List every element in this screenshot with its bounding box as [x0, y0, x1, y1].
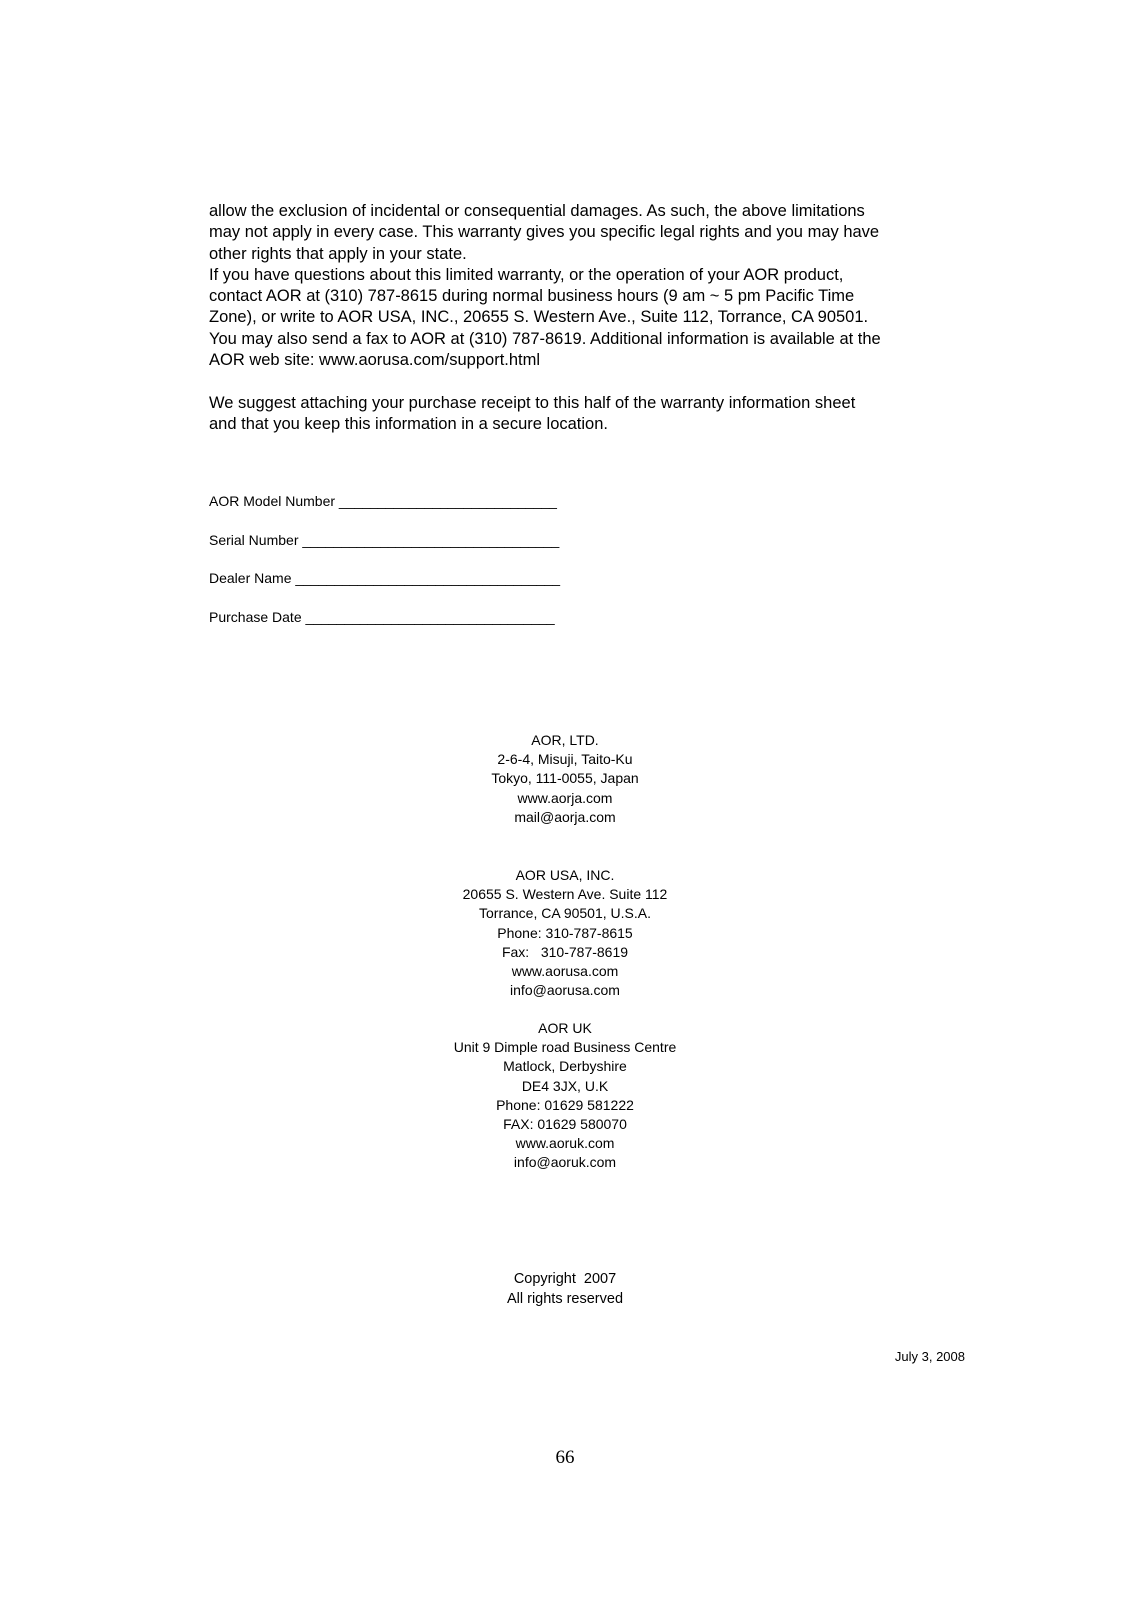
address-line: 20655 S. Western Ave. Suite 112 [462, 886, 668, 903]
address-line: 2-6-4, Misuji, Taito-Ku [497, 751, 633, 768]
paragraph-line: other rights that apply in your state. [209, 244, 467, 263]
address-line: Torrance, CA 90501, U.S.A. [479, 905, 651, 922]
copyright-notice [415, 1269, 715, 1309]
address-aor-usa [365, 866, 765, 1000]
paragraph-line: contact AOR at (310) 787-8615 during normal business hours (9 am ~ 5 pm Pacific Time [209, 287, 855, 306]
rights-line: All rights reserved [506, 1291, 624, 1307]
paragraph-line: AOR web site: www.aorusa.com/support.html [209, 351, 541, 370]
paragraph-line: If you have questions about this limited warranty, or the operation of your AOR product, [209, 265, 844, 284]
address-line: Matlock, Derbyshire [503, 1058, 627, 1075]
website: www.aoruk.com [515, 1135, 615, 1152]
paragraph-line: Zone), or write to AOR USA, INC., 20655 S. Western Ave., Suite 112, Torrance, CA 90501. [209, 308, 869, 327]
receipt-paragraph [209, 393, 979, 436]
address-aor-japan [365, 731, 765, 827]
dealer-name-field: Dealer Name __________________________________ [209, 570, 561, 586]
model-number-field: AOR Model Number ____________________________ [209, 493, 557, 509]
address-line: Tokyo, 111-0055, Japan [491, 770, 639, 787]
email: info@aorusa.com [510, 982, 620, 999]
fax: Fax: 310-787-8619 [501, 943, 629, 960]
paragraph-line: We suggest attaching your purchase receipt to this half of the warranty information sheet [209, 394, 856, 412]
paragraph-line: may not apply in every case. This warranty gives you specific legal rights and you may have [209, 223, 880, 242]
warranty-form [209, 492, 629, 646]
address-line: DE4 3JX, U.K [521, 1077, 609, 1094]
website: www.aorusa.com [511, 963, 619, 980]
paragraph-line: You may also send a fax to AOR at (310) 787-8619. Additional information is available at the [209, 329, 881, 348]
paragraph-line: and that you keep this information in a secure location. [209, 415, 608, 434]
company-name: AOR UK [538, 1020, 592, 1036]
warranty-paragraph [209, 201, 979, 371]
website: www.aorja.com [517, 789, 613, 806]
serial-number-field: Serial Number _________________________________ [209, 531, 560, 548]
phone: Phone: 310-787-8615 [497, 924, 633, 941]
company-name: AOR USA, INC. [515, 867, 615, 883]
address-line: Unit 9 Dimple road Business Centre [453, 1039, 677, 1056]
address-aor-uk [365, 1019, 765, 1173]
phone: Phone: 01629 581222 [496, 1096, 634, 1113]
document-date: July 3, 2008 [894, 1349, 965, 1364]
company-name: AOR, LTD. [531, 732, 599, 748]
page-number: 66 [555, 1447, 575, 1468]
purchase-date-field: Purchase Date ________________________________ [209, 608, 555, 625]
email: mail@aorja.com [514, 808, 616, 825]
fax: FAX: 01629 580070 [503, 1116, 627, 1133]
email: info@aoruk.com [513, 1154, 617, 1171]
paragraph-line: allow the exclusion of incidental or consequential damages. As such, the above limitations [209, 202, 865, 220]
copyright-line: Copyright 2007 [513, 1271, 617, 1287]
